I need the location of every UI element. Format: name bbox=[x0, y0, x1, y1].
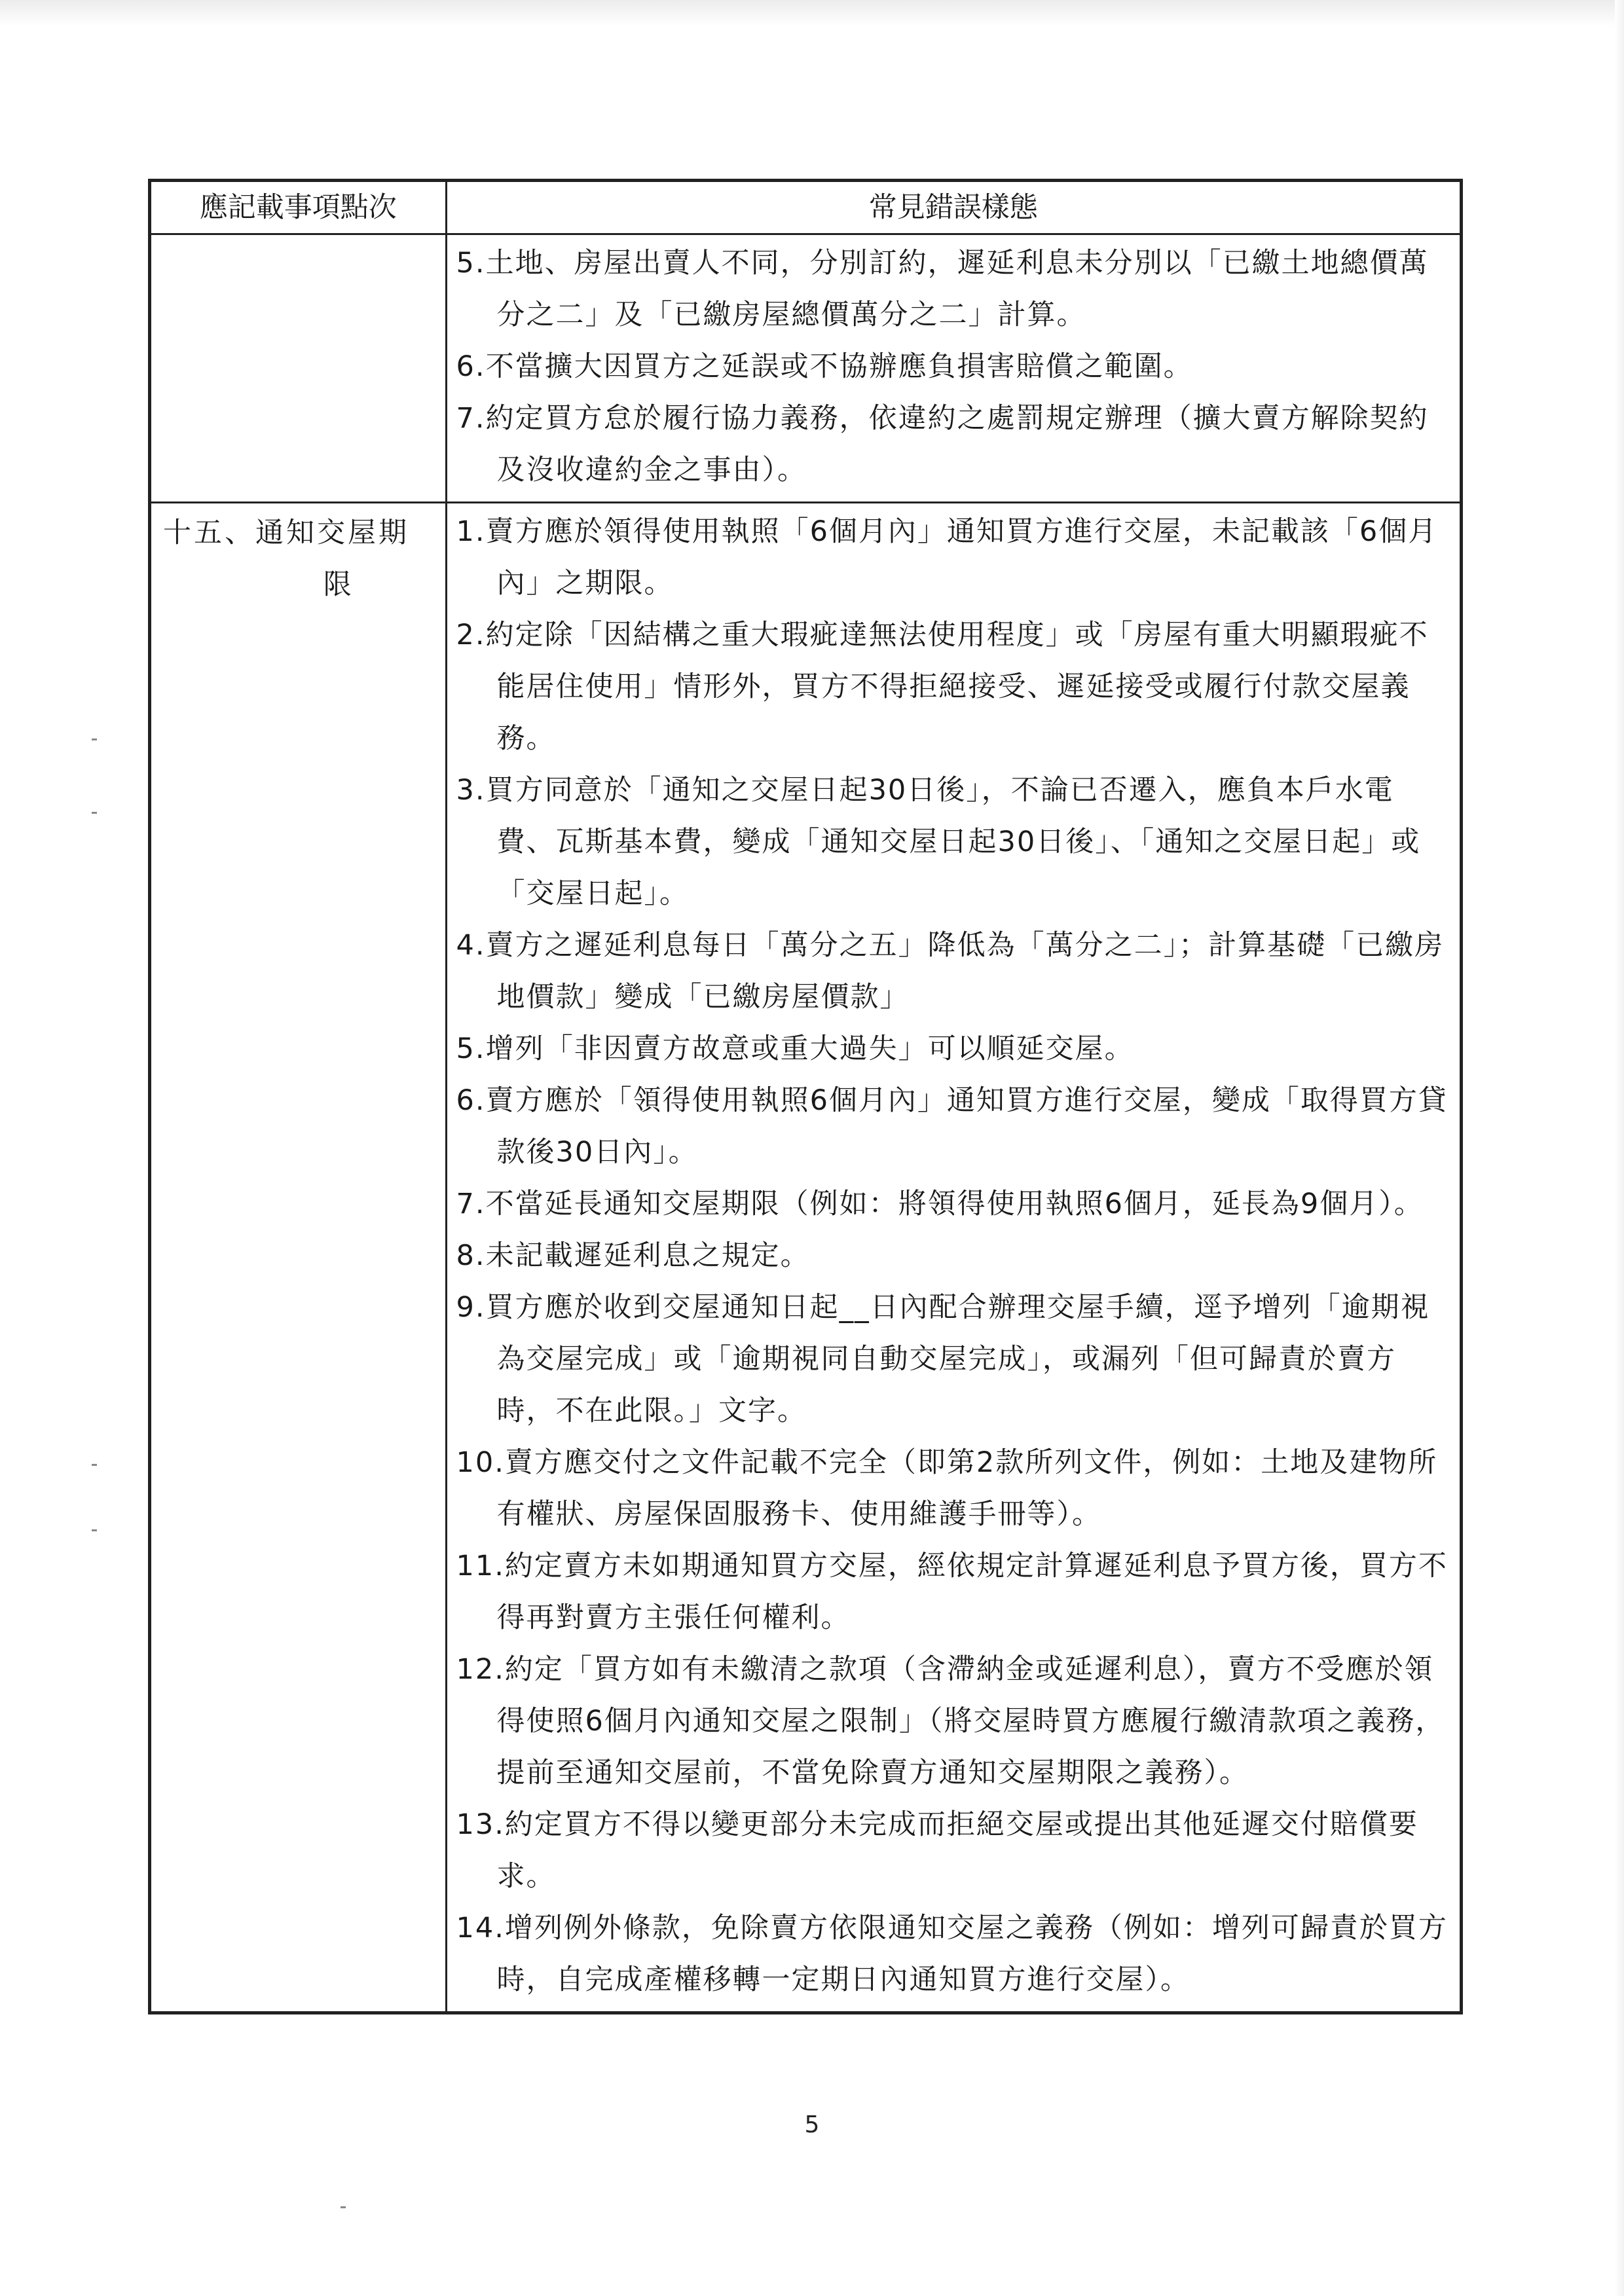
list-item: 10.賣方應交付之文件記載不完全（即第2款所列文件，例如：土地及建物所有權狀、房屋保固服務卡、使用維護手冊等）。 bbox=[456, 1446, 1438, 1531]
header-error-column: 常見錯誤樣態 bbox=[446, 181, 1461, 234]
scan-mark bbox=[92, 1529, 97, 1531]
list-item: 3.買方同意於「通知之交屋日起30日後」，不論已否遷入，應負本戶水電費、瓦斯基本費，變成「通知交屋日起30日後」、「通知之交屋日起」或「交屋日起」。 bbox=[456, 774, 1421, 910]
item-label-continued: 限 bbox=[323, 568, 354, 601]
list-item: 5.土地、房屋出賣人不同，分別訂約，遲延利息未分別以「已繳土地總價萬分之二」及「已繳房屋總價萬分之二」計算。 bbox=[456, 247, 1429, 331]
error-list-cell bbox=[446, 234, 1461, 503]
list-item: 6.賣方應於「領得使用執照6個月內」通知買方進行交屋，變成「取得買方貸款後30日內」。 bbox=[456, 1084, 1448, 1169]
item-label: 十五、通知交屋期 bbox=[163, 517, 409, 549]
table-header-row bbox=[150, 181, 1462, 234]
item-cell-section-15 bbox=[150, 503, 447, 2013]
scan-mark bbox=[92, 1464, 97, 1466]
list-item: 1.賣方應於領得使用執照「6個月內」通知買方進行交屋，未記載該「6個月內」之期限。 bbox=[456, 515, 1438, 600]
scan-mark bbox=[341, 2206, 346, 2208]
list-item: 4.賣方之遲延利息每日「萬分之五」降低為「萬分之二」；計算基礎「已繳房地價款」變成「已繳房屋價款」 bbox=[456, 929, 1445, 1013]
list-item: 6.不當擴大因買方之延誤或不協辦應負損害賠償之範圍。 bbox=[456, 350, 1193, 383]
scan-shadow bbox=[0, 0, 1624, 26]
error-list-cell bbox=[446, 503, 1461, 2013]
error-list bbox=[456, 238, 1450, 496]
list-item: 12.約定「買方如有未繳清之款項（含滯納金或延遲利息），賣方不受應於領得使照6個月內通知交屋之限制」（將交屋時買方應履行繳清款項之義務，提前至通知交屋前，不當免除賣方通知交屋期限之義務）。 bbox=[456, 1653, 1445, 1789]
item-cell-empty bbox=[150, 234, 447, 503]
table-row bbox=[150, 234, 1462, 503]
list-item: 11.約定賣方未如期通知買方交屋，經依規定計算遲延利息予買方後，買方不得再對賣方主張任何權利。 bbox=[456, 1550, 1448, 1634]
list-item: 7.不當延長通知交屋期限（例如：將領得使用執照6個月，延長為9個月）。 bbox=[456, 1188, 1424, 1220]
list-item: 8.未記載遲延利息之規定。 bbox=[456, 1239, 810, 1272]
list-item: 2.約定除「因結構之重大瑕疵達無法使用程度」或「房屋有重大明顯瑕疵不能居住使用」情形外，買方不得拒絕接受、遲延接受或履行付款交屋義務。 bbox=[456, 619, 1429, 755]
list-item: 9.買方應於收到交屋通知日起__日內配合辦理交屋手續，逕予增列「逾期視為交屋完成」或「逾期視同自動交屋完成」，或漏列「但可歸責於賣方時，不在此限。」文字。 bbox=[456, 1291, 1430, 1427]
error-list bbox=[456, 506, 1450, 2006]
scan-mark bbox=[92, 738, 97, 740]
error-patterns-table bbox=[148, 179, 1463, 2014]
list-item: 14.增列例外條款，免除賣方依限通知交屋之義務（例如：增列可歸責於買方時，自完成產權移轉一定期日內通知買方進行交屋）。 bbox=[456, 1912, 1448, 1996]
list-item: 13.約定買方不得以變更部分未完成而拒絕交屋或提出其他延遲交付賠償要求。 bbox=[456, 1808, 1418, 1893]
scan-mark bbox=[92, 812, 97, 814]
list-item: 5.增列「非因賣方故意或重大過失」可以順延交屋。 bbox=[456, 1032, 1134, 1065]
list-item: 7.約定買方怠於履行協力義務，依違約之處罰規定辦理（擴大賣方解除契約及沒收違約金之事由）。 bbox=[456, 402, 1429, 486]
scan-edge-right bbox=[1615, 0, 1624, 2296]
header-item-column: 應記載事項點次 bbox=[150, 181, 447, 234]
table-row bbox=[150, 503, 1462, 2013]
page-number: 5 bbox=[804, 2111, 820, 2138]
